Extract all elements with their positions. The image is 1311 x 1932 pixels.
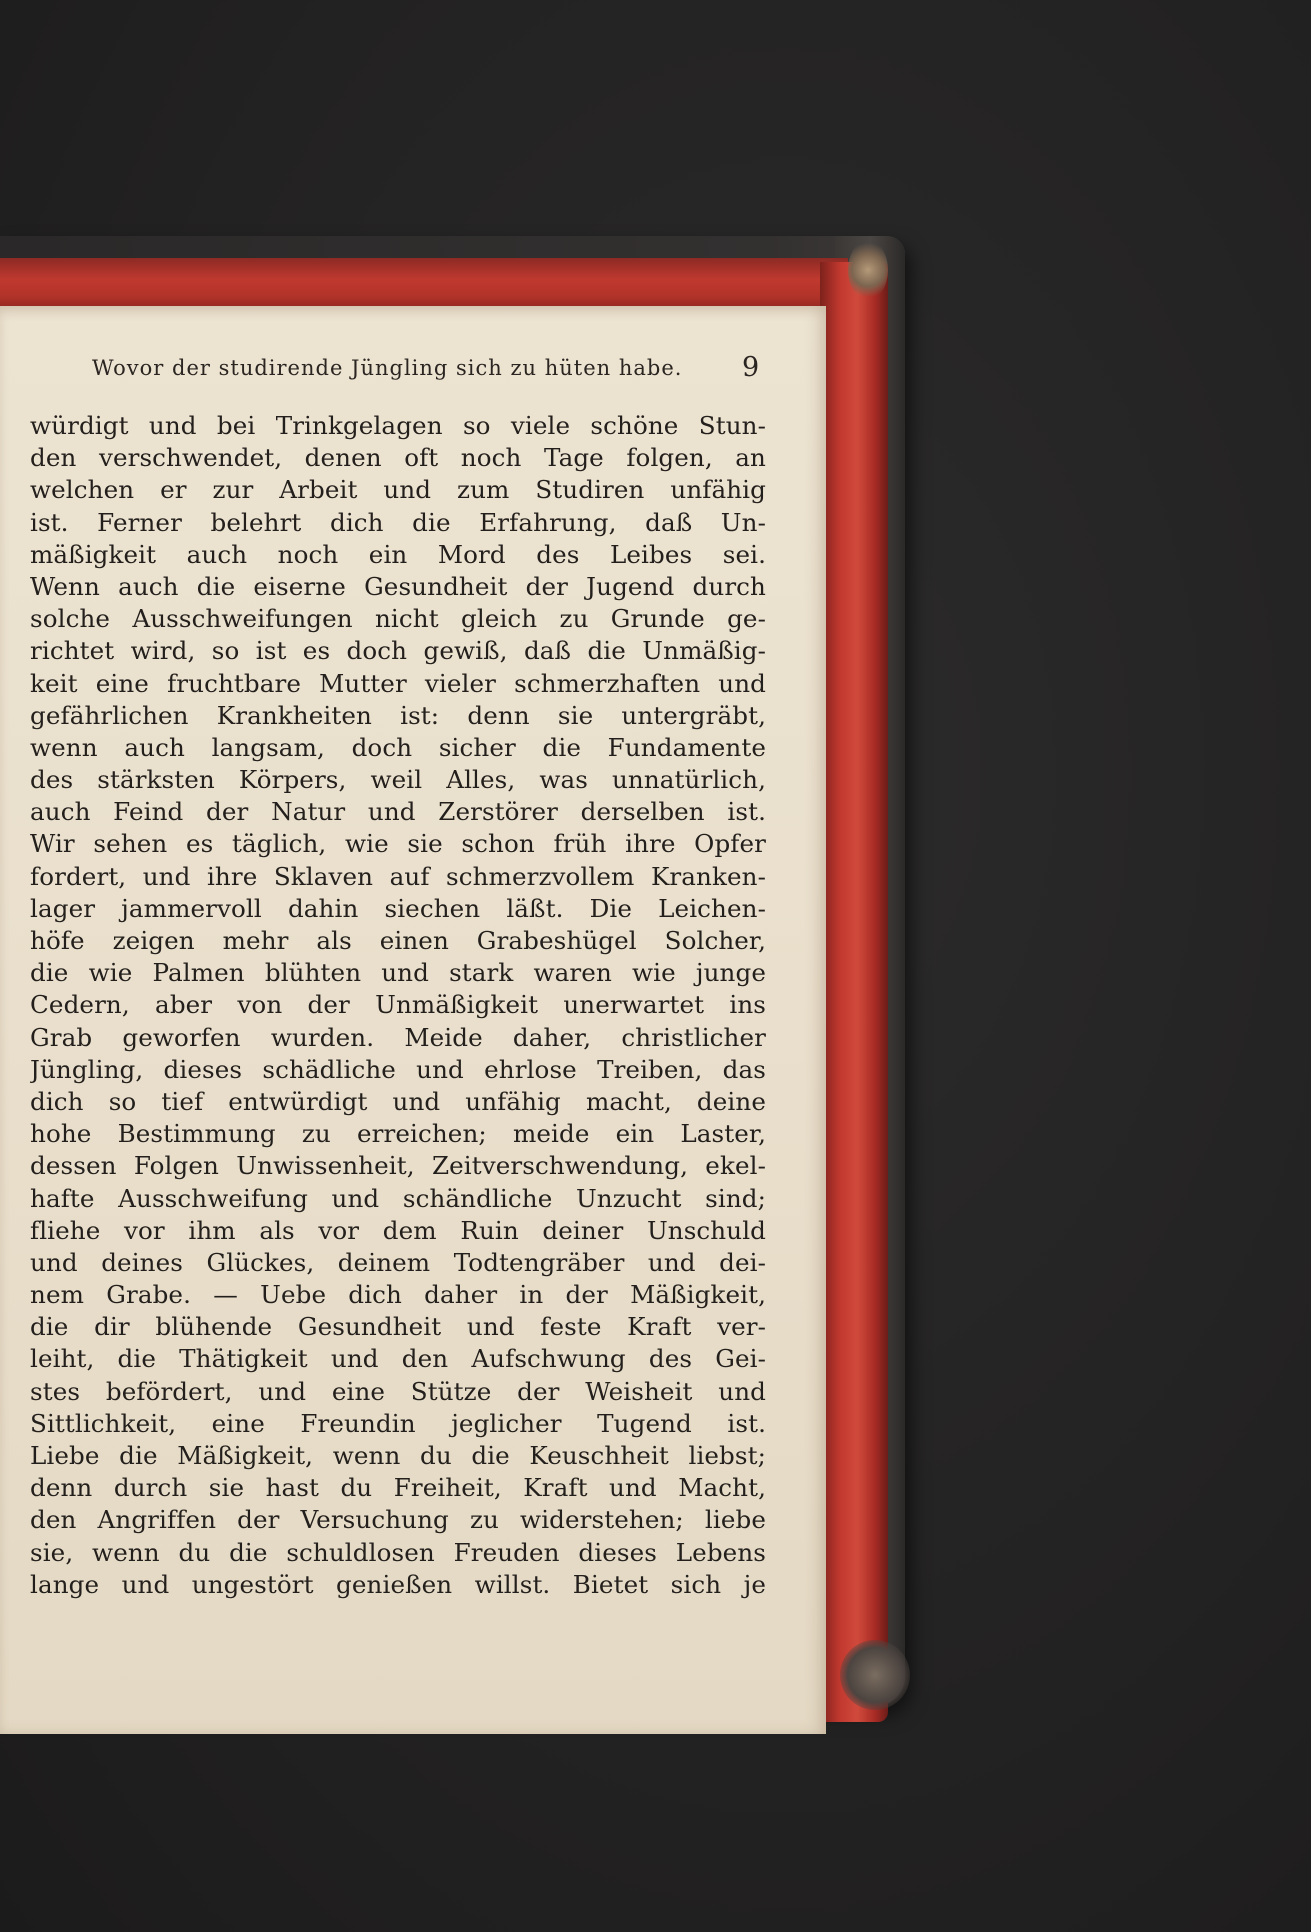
page-number: 9 <box>742 352 760 383</box>
text-line: Wenn auch die eiserne Gesundheit der Jugend durch <box>30 571 766 601</box>
text-line: höfe zeigen mehr als einen Grabeshügel Solcher, <box>30 926 766 955</box>
book-page <box>0 306 826 1734</box>
text-line: lange und ungestört genießen willst. Bietet sich je <box>30 1569 766 1599</box>
text-line: Wir sehen es täglich, wie sie schon früh ihre Opfer <box>30 829 766 859</box>
text-line: Liebe die Mäßigkeit, wenn du die Keuschheit liebst; <box>30 1441 766 1470</box>
text-line: lager jammervoll dahin siechen läßt. Die Leichen- <box>30 893 766 923</box>
text-line: Sittlichkeit, eine Freundin jeglicher Tugend ist. <box>30 1408 766 1438</box>
text-line: denn durch sie hast du Freiheit, Kraft und Macht, <box>30 1473 766 1503</box>
text-line: des stärksten Körpers, weil Alles, was unnatürlich, <box>30 765 766 795</box>
text-line: richtet wird, so ist es doch gewiß, daß die Unmäßig- <box>30 636 766 666</box>
text-line: hafte Ausschweifung und schändliche Unzucht sind; <box>30 1183 766 1213</box>
text-line: Cedern, aber von der Unmäßigkeit unerwartet ins <box>30 990 766 1020</box>
text-line: fliehe vor ihm als vor dem Ruin deiner Unschuld <box>30 1215 766 1245</box>
page-edge-right <box>820 262 888 1722</box>
text-line: nem Grabe. — Uebe dich daher in der Mäßigkeit, <box>30 1280 766 1310</box>
worn-corner-bottom <box>840 1640 910 1710</box>
page-edge-top <box>0 258 848 312</box>
text-line: ist. Ferner belehrt dich die Erfahrung, daß Un- <box>30 507 766 537</box>
text-line: mäßigkeit auch noch ein Mord des Leibes sei. <box>30 539 766 569</box>
text-line: fordert, und ihre Sklaven auf schmerzvollem Kranken- <box>30 861 766 891</box>
text-line: stes befördert, und eine Stütze der Weisheit und <box>30 1376 766 1406</box>
body-text <box>30 410 766 1601</box>
worn-corner-top <box>848 240 888 300</box>
text-line: Jüngling, dieses schädliche und ehrlose Treiben, das <box>30 1054 766 1084</box>
text-line: welchen er zur Arbeit und zum Studiren unfähig <box>30 475 766 505</box>
text-line: wenn auch langsam, doch sicher die Fundamente <box>30 732 766 762</box>
text-line: solche Ausschweifungen nicht gleich zu Grunde ge- <box>30 604 766 634</box>
text-line: Grab geworfen wurden. Meide daher, christlicher <box>30 1022 766 1052</box>
text-line: und deines Glückes, deinem Todtengräber und dei- <box>30 1247 766 1277</box>
text-line: den Angriffen der Versuchung zu widerstehen; liebe <box>30 1505 766 1535</box>
text-line: dessen Folgen Unwissenheit, Zeitverschwendung, ekel- <box>30 1151 766 1181</box>
text-line: die dir blühende Gesundheit und feste Kraft ver- <box>30 1312 766 1342</box>
text-line: würdigt und bei Trinkgelagen so viele schöne Stun- <box>30 411 766 440</box>
text-line: die wie Palmen blühten und stark waren wie junge <box>30 958 766 988</box>
text-line: leiht, die Thätigkeit und den Aufschwung des Gei- <box>30 1344 766 1374</box>
text-line: keit eine fruchtbare Mutter vieler schmerzhaften und <box>30 668 766 698</box>
text-line: sie, wenn du die schuldlosen Freuden dieses Lebens <box>30 1537 766 1567</box>
text-line: hohe Bestimmung zu erreichen; meide ein Laster, <box>30 1119 766 1149</box>
text-line: gefährlichen Krankheiten ist: denn sie untergräbt, <box>30 700 766 730</box>
running-head: Wovor der studirende Jüngling sich zu hüten habe. <box>92 356 683 380</box>
text-line: den verschwendet, denen oft noch Tage folgen, an <box>30 443 766 473</box>
text-line: auch Feind der Natur und Zerstörer derselben ist. <box>30 797 766 827</box>
text-line: dich so tief entwürdigt und unfähig macht, deine <box>30 1086 766 1116</box>
